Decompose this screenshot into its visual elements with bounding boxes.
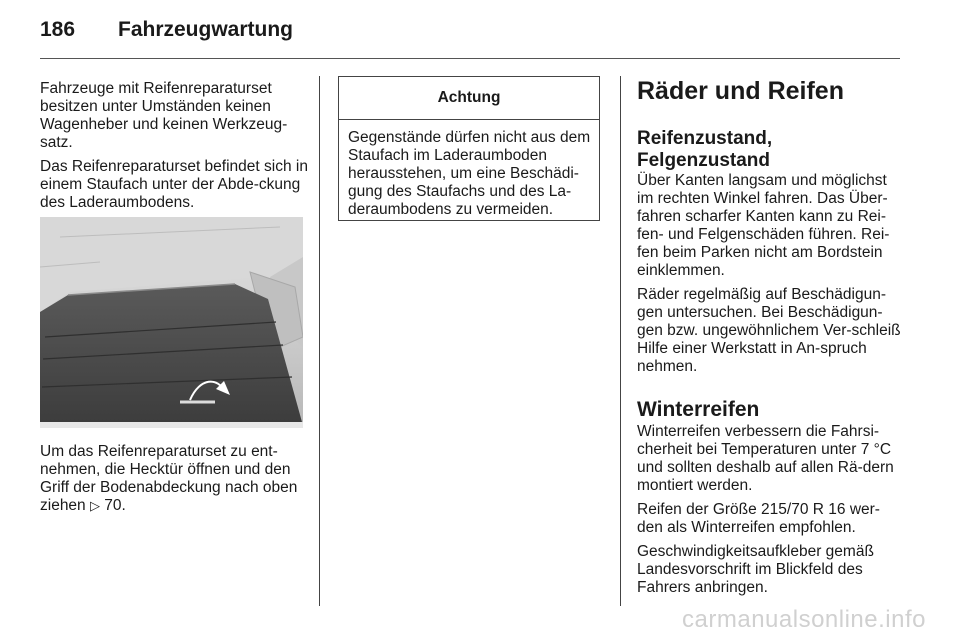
intro-paragraph: Fahrzeuge mit Reifenreparaturset besitzen unter Umständen keinen Wagenheber und keinen Werkzeug-satz.: [40, 80, 288, 151]
header-rule: [40, 58, 900, 59]
page-header: [40, 18, 900, 58]
watermark: carmanualsonline.info: [682, 606, 926, 633]
tire-condition-paragraph-1: Über Kanten langsam und möglichst im rechten Winkel fahren. Das Über-fahren scharfer Kanten kann zu Rei-fen- und Felgenschäden führen. Rei-fen beim Parken nicht am Bordstein einklemmen.: [637, 172, 890, 279]
column-left: [40, 80, 308, 212]
arrow-reference-icon: ▷: [89, 498, 100, 513]
removal-paragraph: Um das Reifenreparaturset zu ent-nehmen, die Hecktür öffnen und den Griff der Bodenabdeckung nach oben ziehen ▷ 70.: [40, 443, 298, 514]
warning-text: Gegenstände dürfen nicht aus dem Staufach im Laderaumboden herausstehen, um eine Beschädi-gung des Staufachs und des La-deraumbodens zu vermeiden.: [348, 129, 591, 218]
column-right: [637, 74, 903, 597]
tire-condition-paragraph-2: Räder regelmäßig auf Beschädigun-gen untersuchen. Bei Beschädigun-gen bzw. ungewöhnlichem Ver-schleiß Hilfe einer Werkstatt in An-spruch nehmen.: [637, 286, 901, 375]
page-number: 186: [40, 18, 76, 41]
subheading-tire-condition: Reifenzustand, Felgenzustand: [637, 128, 773, 171]
winter-tires-paragraph-3: Geschwindigkeitsaufkleber gemäß Landesvorschrift im Blickfeld des Fahrers anbringen.: [637, 543, 874, 596]
warning-box: [338, 76, 600, 221]
column-divider-left: [319, 76, 320, 606]
winter-tires-paragraph-2: Reifen der Größe 215/70 R 16 wer-den als Winterreifen empfohlen.: [637, 501, 880, 536]
removal-paragraph-block: [40, 443, 308, 515]
page-reference[interactable]: 70.: [99, 497, 126, 514]
section-heading: Räder und Reifen: [637, 77, 844, 105]
warning-title: Achtung: [339, 77, 599, 120]
winter-tires-paragraph-1: Winterreifen verbessern die Fahrsi-cherheit bei Temperaturen unter 7 °C und sollten deshalb auf allen Rä-dern montiert werden.: [637, 423, 894, 494]
cargo-floor-photo: [40, 217, 303, 428]
subheading-winter-tires: Winterreifen: [637, 398, 760, 421]
location-paragraph: Das Reifenreparaturset befindet sich in einem Staufach unter der Abde-ckung des Laderaumbodens.: [40, 158, 308, 211]
column-divider-right: [620, 76, 621, 606]
page-title: Fahrzeugwartung: [118, 18, 294, 41]
